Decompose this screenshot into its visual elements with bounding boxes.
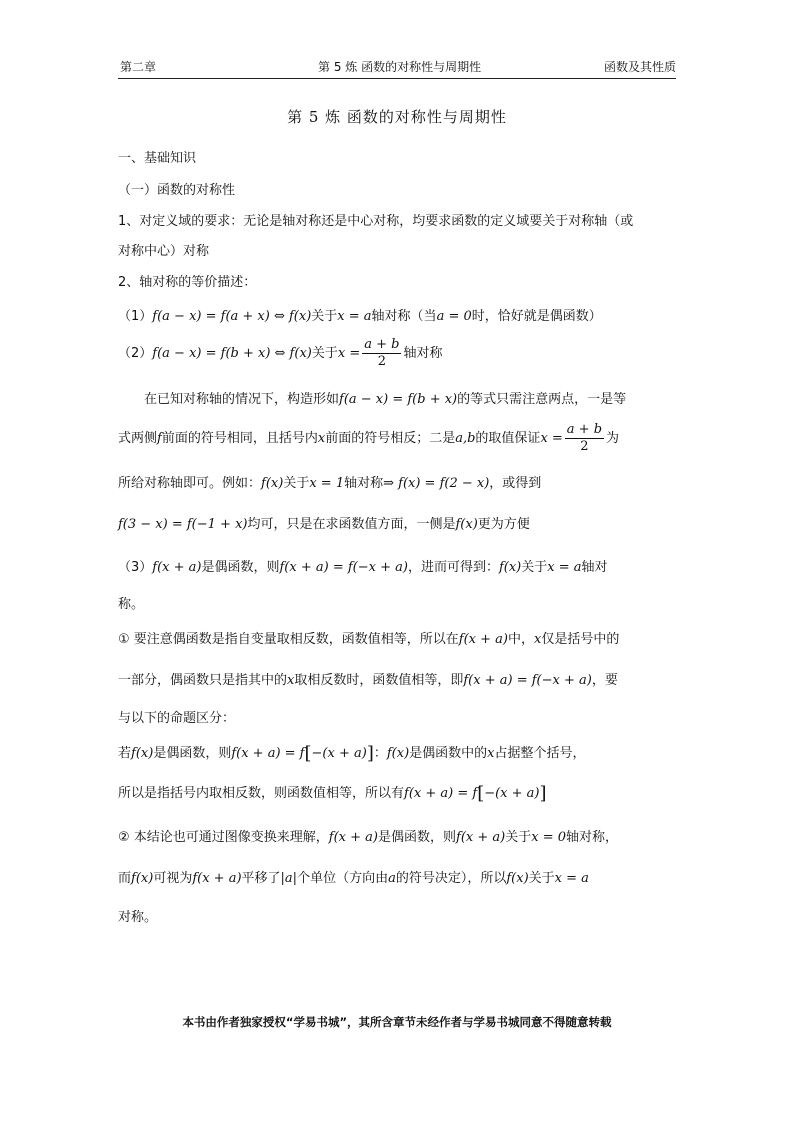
formula: f(x) — [131, 871, 154, 886]
text: ② 本结论也可通过图像变换来理解， — [118, 830, 329, 845]
paragraph-2: 2、轴对称的等价描述： — [118, 275, 257, 290]
formula: f(x) — [498, 560, 522, 575]
fraction — [565, 422, 604, 455]
text: 均可，只是在求函数值方面，一侧是 — [247, 517, 456, 532]
formula: f(x + a) — [152, 560, 202, 575]
fraction-numerator: a + b — [566, 422, 603, 437]
page-header — [118, 58, 676, 76]
formula: x = a — [547, 560, 582, 575]
text: ① 要注意偶函数是指自变量取相反数，函数值相等，所以在 — [118, 632, 459, 647]
formula: x — [287, 673, 295, 688]
text: 在已知对称轴的情况下，构造形如 — [144, 392, 340, 407]
formula: x = 0 — [531, 830, 566, 845]
text: 可视为 — [153, 871, 193, 886]
text: 时，恰好就是偶函数） — [471, 309, 602, 324]
bracket-close: ] — [366, 743, 374, 764]
text: 前面的符号相同，且括号内 — [161, 431, 318, 446]
formula: x = a — [337, 309, 372, 324]
formula: f — [157, 431, 162, 446]
note-1-line-2 — [118, 669, 618, 688]
text: 的等式只需注意两点，一是等 — [457, 392, 627, 407]
text: 关于 — [528, 871, 555, 886]
formula: f(x + a) = f — [404, 786, 478, 801]
header-section: 第 5 炼 函数的对称性与周期性 — [318, 60, 482, 74]
text: 所给对称轴即可。例如： — [118, 476, 262, 491]
formula: f(x + a) = f(−x + a) — [279, 560, 408, 575]
note-2-line-2 — [118, 867, 589, 886]
bracket-open: [ — [477, 783, 485, 804]
text: ，进而可得到： — [407, 560, 499, 575]
text: 个单位（方向由 — [297, 871, 389, 886]
formula: f(x) — [506, 871, 529, 886]
formula: a,b — [455, 431, 476, 446]
text: 而 — [118, 871, 132, 886]
fraction-denominator: 2 — [377, 354, 386, 369]
item-label: （3） — [118, 560, 153, 575]
note-1-line-3: 与以下的命题区分： — [118, 711, 236, 726]
text: 平移了 — [241, 871, 281, 886]
text: 轴对称 — [403, 346, 443, 361]
formula: f(x + a) — [456, 830, 506, 845]
formula: f(x) — [261, 476, 284, 491]
text: 仅是括号中的 — [541, 632, 620, 647]
text: 前面的符号相反；二是 — [325, 431, 456, 446]
fraction-numerator: a + b — [364, 337, 400, 352]
item-label: （2） — [118, 346, 153, 361]
text: 式两侧 — [118, 431, 158, 446]
formula: a — [388, 871, 396, 886]
formula: x = — [540, 431, 563, 446]
formula: f(x + a) — [192, 871, 242, 886]
paragraph-1-line-2: 对称中心）对称 — [118, 244, 210, 259]
text: 轴对 — [581, 560, 608, 575]
formula: f(x) — [386, 746, 410, 761]
fraction — [362, 337, 401, 370]
fraction-denominator: 2 — [580, 439, 589, 454]
formula: f(x) — [455, 517, 478, 532]
item-label: （1） — [118, 309, 153, 324]
text: 的符号决定），所以 — [395, 871, 507, 886]
text: 是偶函数，则 — [153, 746, 232, 761]
text: 关于 — [283, 476, 310, 491]
text: 若 — [118, 746, 132, 761]
note-2-line-1 — [118, 826, 618, 845]
para-line-4 — [118, 513, 530, 532]
formula: |a| — [280, 871, 298, 886]
text: ，或得到 — [489, 476, 542, 491]
text: 更为方便 — [477, 517, 530, 532]
formula: f(x + a) — [328, 830, 378, 845]
text: 关于 — [505, 830, 532, 845]
item-3-line-2: 称。 — [118, 597, 145, 612]
header-rule — [118, 78, 676, 79]
formula: f(x + a) = f — [231, 746, 305, 761]
text: ，要 — [591, 673, 618, 688]
text: 是偶函数，则 — [378, 830, 457, 845]
text: 是偶函数中的 — [409, 746, 488, 761]
text: 关于 — [521, 560, 548, 575]
item-2 — [118, 337, 442, 370]
page-title: 第 5 炼 函数的对称性与周期性 — [287, 108, 507, 126]
formula: a = 0 — [436, 309, 472, 324]
bracket-open: [ — [304, 743, 312, 764]
para-line-3 — [118, 472, 541, 491]
header-topic: 函数及其性质 — [603, 60, 676, 74]
text: 轴对称， — [566, 830, 619, 845]
text: 所以是指括号内取相反数，则函数值相等，所以有 — [118, 786, 405, 801]
section-subheading: （一）函数的对称性 — [118, 183, 236, 198]
formula: f(a − x) = f(b + x) ⇔ f(x) — [152, 346, 312, 361]
para-line-2 — [118, 422, 619, 455]
note-2-line-3: 对称。 — [118, 910, 158, 925]
text: 的取值保证 — [475, 431, 541, 446]
text: 为 — [606, 431, 620, 446]
formula: x — [317, 431, 326, 446]
header-chapter: 第二章 — [120, 60, 157, 74]
formula: ⇒ f(x) = f(2 − x) — [383, 476, 490, 491]
formula: −(x + a) — [311, 746, 367, 761]
formula: x = — [337, 346, 361, 361]
formula: −(x + a) — [484, 786, 540, 801]
formula: f(x) — [131, 746, 154, 761]
text: 轴对称 — [344, 476, 384, 491]
text: 关于 — [311, 309, 338, 324]
text: ： — [373, 746, 387, 761]
item-1 — [118, 305, 602, 324]
bracket-close: ] — [539, 783, 547, 804]
copyright-footer: 本书由作者独家授权“学易书城”，其所含章节未经作者与学易书城同意不得随意转载 — [182, 1015, 612, 1029]
paragraph-1-line-1: 1、对定义域的要求：无论是轴对称还是中心对称，均要求函数的定义域要关于对称轴（或 — [118, 214, 634, 229]
formula: x — [487, 746, 495, 761]
text: 占据整个括号， — [494, 746, 586, 761]
formula: f(x + a) = f(−x + a) — [463, 673, 592, 688]
text: 关于 — [311, 346, 338, 361]
text: 中， — [508, 632, 535, 647]
formula: x — [534, 632, 542, 647]
para-line-1 — [144, 388, 626, 407]
text: 轴对称（当 — [371, 309, 437, 324]
contrast-line-1 — [118, 742, 586, 764]
formula: f(a − x) = f(a + x) ⇔ f(x) — [152, 309, 312, 324]
formula: f(3 − x) = f(−1 + x) — [118, 517, 248, 532]
text: 取相反数时，函数值相等，即 — [294, 673, 464, 688]
formula: x = 1 — [309, 476, 345, 491]
formula: x = a — [554, 871, 589, 886]
text: 是偶函数，则 — [201, 560, 280, 575]
note-1-line-1 — [118, 628, 619, 647]
formula: f(x + a) — [458, 632, 508, 647]
contrast-line-2 — [118, 782, 547, 804]
section-heading: 一、基础知识 — [118, 151, 197, 166]
formula: f(a − x) = f(b + x) — [339, 392, 458, 407]
text: 一部分，偶函数只是指其中的 — [118, 673, 288, 688]
item-3 — [118, 556, 608, 575]
